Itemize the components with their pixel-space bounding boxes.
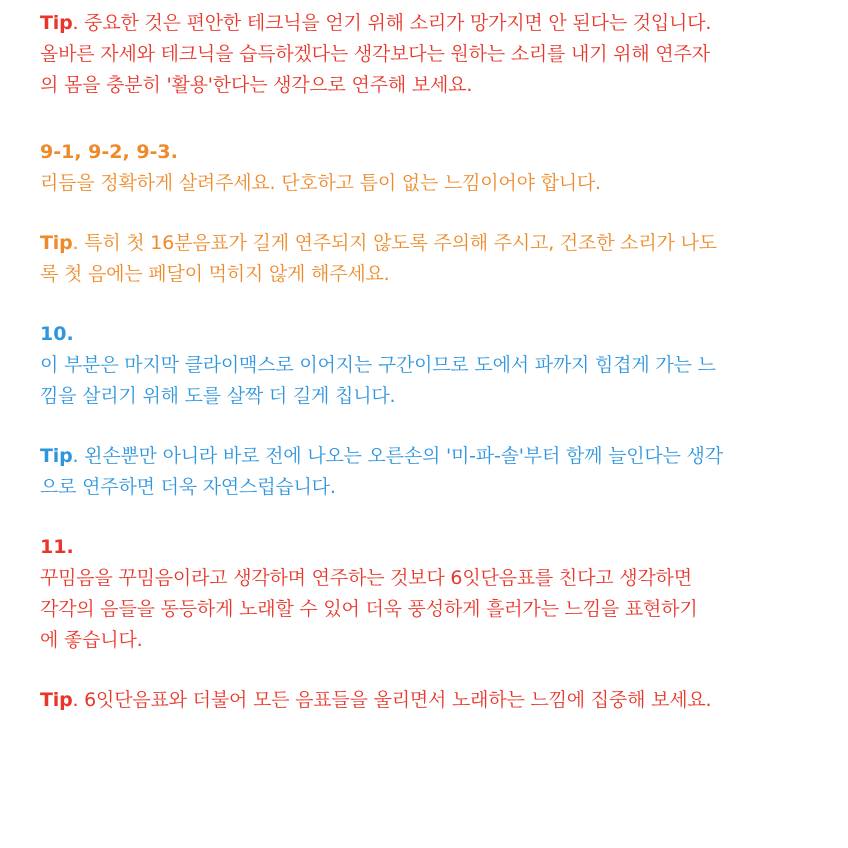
body-line: 이 부분은 마지막 클라이맥스로 이어지는 구간이므로 도에서 파까지 힘겹게 가는 느	[40, 354, 716, 376]
tip-line	[40, 685, 840, 716]
tip-label: Tip	[40, 12, 73, 34]
section-heading: 11.	[40, 536, 74, 558]
tip-text: . 특히 첫 16분음표가 길게 연주되지 않도록 주의해 주시고, 건조한 소리가 나도	[72, 232, 717, 254]
document-content	[40, 8, 840, 716]
body-line: 리듬을 정확하게 살려주세요. 단호하고 틈이 없는 느낌이어야 합니다.	[40, 172, 601, 194]
section-9	[40, 137, 840, 290]
tip-line	[40, 228, 840, 259]
tip-line: 의 몸을 충분히 '활용'한다는 생각으로 연주해 보세요.	[40, 74, 473, 96]
section-10-body	[40, 319, 840, 412]
tip-label: Tip	[40, 445, 73, 467]
intro-tip-block	[40, 8, 840, 101]
section-11	[40, 532, 840, 716]
tip-line: 록 첫 음에는 페달이 먹히지 않게 해주세요.	[40, 263, 390, 285]
section-11-tip	[40, 685, 840, 716]
section-heading: 9-1, 9-2, 9-3.	[40, 141, 178, 163]
tip-text: . 6잇단음표와 더불어 모든 음표들을 울리면서 노래하는 느낌에 집중해 보세요.	[72, 689, 712, 711]
section-9-tip	[40, 228, 840, 290]
body-line: 낌을 살리기 위해 도를 살짝 더 길게 칩니다.	[40, 385, 396, 407]
section-heading: 10.	[40, 323, 74, 345]
tip-line: 올바른 자세와 테크닉을 습득하겠다는 생각보다는 원하는 소리를 내기 위해 연주자	[40, 43, 710, 65]
section-9-body	[40, 137, 840, 199]
tip-text: . 중요한 것은 편안한 테크닉을 얻기 위해 소리가 망가지면 안 된다는 것입니다.	[72, 12, 712, 34]
tip-line: 으로 연주하면 더욱 자연스럽습니다.	[40, 476, 336, 498]
body-line: 꾸밈음을 꾸밈음이라고 생각하며 연주하는 것보다 6잇단음표를 친다고 생각하면	[40, 567, 692, 589]
tip-text: . 왼손뿐만 아니라 바로 전에 나오는 오른손의 '미-파-솔'부터 함께 늘인다는 생각	[72, 445, 723, 467]
body-line: 에 좋습니다.	[40, 629, 143, 651]
tip-line	[40, 441, 840, 472]
section-10-tip	[40, 441, 840, 503]
body-line: 각각의 음들을 동등하게 노래할 수 있어 더욱 풍성하게 흘러가는 느낌을 표현하기	[40, 598, 698, 620]
tip-label: Tip	[40, 232, 73, 254]
section-10	[40, 319, 840, 503]
section-11-body	[40, 532, 840, 656]
tip-label: Tip	[40, 689, 73, 711]
tip-line	[40, 8, 840, 39]
